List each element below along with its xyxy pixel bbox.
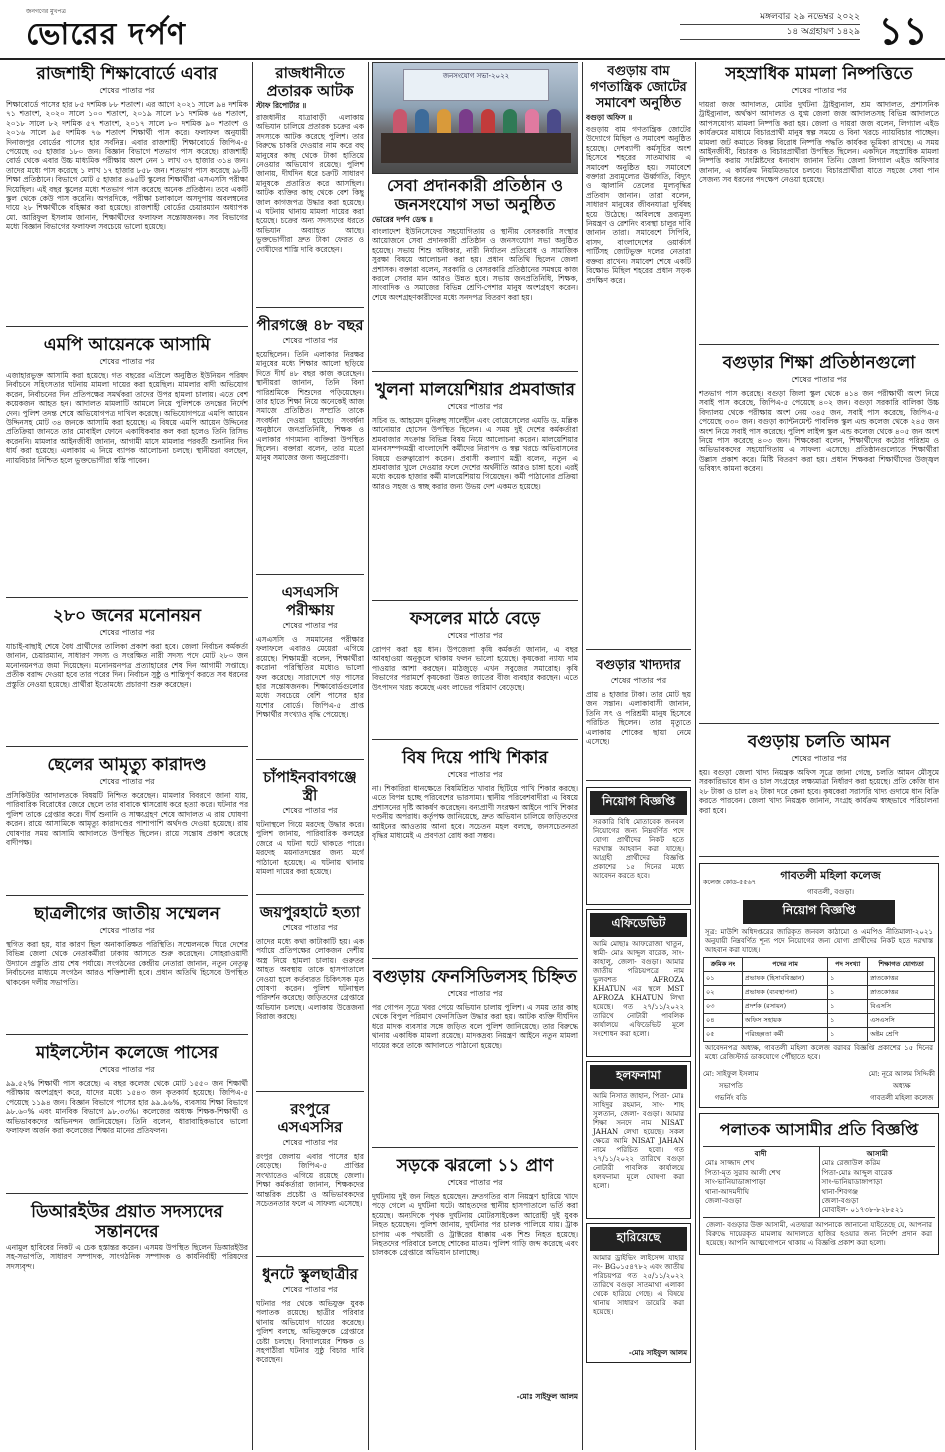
plaintiff-details: মোঃ সাজ্জাদ শেখ পিতা-মৃত সুরাব আলী শেখ সাং-ভানিয়াডাঙ্গাপাড়া থানা-আদমদীঘি জেলা-বগুড়া	[705, 1158, 781, 1206]
article-jump: শেষের পাতার পর	[282, 336, 338, 345]
article-body: এসএসসি ও সমমানের পরীক্ষার ফলাফলে এবারও মেয়েরা এগিয়ে রয়েছে। শিক্ষামন্ত্রী বলেন, শিক্ষার্থীরা করোনা পরিস্থিতির মধ্যেও ভালো ফল করেছে। সারাদেশে গড় পাসের হার সন্তোষজনক। শিক্ষাবোর্ডগুলোর মধ্যে সবচেয়ে বেশি পাসের হার যশোর বোর্ডে। জিপিএ-৫ প্রাপ্ত শিক্ষার্থীর সংখ্যাও বৃদ্ধি পেয়েছে।	[256, 635, 364, 720]
column-rule	[368, 62, 369, 1450]
notice-title: এফিডেভিট	[590, 913, 687, 937]
article-byline: স্টাফ রিপোর্টার ॥	[256, 101, 307, 110]
article-body: পর গোপন সূত্রে খবর পেয়ে অভিযান চালায় পুলিশ। এ সময় তার কাছ থেকে বিপুল পরিমাণ ফেনসিডিল উদ্ধার করা হয়। আটক ব্যক্তি দীর্ঘদিন ধরে মাদক ব্যবসার সঙ্গে জড়িত বলে পুলিশ জানিয়েছে। তার বিরুদ্ধে থানায় একাধিক মামলা রয়েছে। মাদকদ্রব্য নিয়ন্ত্রণ আইনে নতুন মামলা দায়ের করে তাকে আদালতে পাঠানো হয়েছে।	[372, 1003, 578, 1050]
article-body: রংপুর জেলায় এবার পাসের হার বেড়েছে। জিপিএ-৫ প্রাপ্তির সংখ্যাতেও এগিয়ে রয়েছে জেলা। শিক্ষা কর্মকর্তারা জানান, শিক্ষকদের আন্তরিক প্রচেষ্টা ও অভিভাবকদের সচেতনতার ফলে এ সাফল্য এসেছে।	[256, 1152, 364, 1209]
notice-parties	[703, 1146, 935, 1217]
article-headline: মাইলস্টোন কলেজে পাসের	[35, 1043, 219, 1063]
ad-footer: আবেদনপত্র অধ্যক্ষ, গাবতলী মহিলা কলেজ বরাবর বিজ্ঞপ্তি প্রকাশের ১৫ দিনের মধ্যে রেজিস্টার্ড ডাকযোগে পৌঁছাতে হবে।	[705, 1044, 933, 1061]
lost-notice	[586, 1223, 691, 1363]
declaration-notice	[586, 1061, 691, 1219]
article-body: যাচাই-বাছাই শেষে বৈধ প্রার্থীদের তালিকা প্রকাশ করা হবে। জেলা নির্বাচন কর্মকর্তা জানান, চেয়ারম্যান, সাধারণ সদস্য ও সংরক্ষিত নারী সদস্য পদে মোট ২৮০ জন মনোনয়নপত্র জমা দিয়েছেন। মনোনয়নপত্র প্রত্যাহারের শেষ দিন আগামী সপ্তাহে। প্রতীক বরাদ্দ দেওয়া হবে তার পরের দিন। নির্বাচন সুষ্ঠু ও শান্তিপূর্ণ করতে সব ধরনের প্রস্তুতি নেওয়া হয়েছে। প্রার্থীরা ইতোমধ্যে প্রচারণা শুরু করেছেন।	[6, 642, 248, 689]
article-headline: বগুড়ায় চলতি আমন	[747, 732, 891, 752]
article-headline: রংপুরে এসএসসির	[277, 1100, 343, 1136]
article-dhunat	[256, 1263, 364, 1450]
article-chapainawabganj	[256, 766, 364, 895]
article-joypurhat	[256, 901, 364, 1092]
article-headline: রাজধানীতে প্রতারক আটক	[266, 64, 354, 100]
ad-college-address: গাবতলী, বগুড়া।	[806, 888, 855, 896]
event-photo	[372, 62, 578, 174]
table-cell: বিএসসি	[868, 1000, 935, 1014]
article-headline: ২৮০ জনের মনোনয়ন	[52, 606, 202, 626]
issue-date-gregorian: মঙ্গলবার ২৯ নভেম্বর ২০২২	[680, 10, 860, 25]
article-body: এজাহারভুক্ত আসামি করা হয়েছে। গত বছরের এপ্রিলে অনুষ্ঠিত ইউনিয়ন পরিষদ নির্বাচনে সহিংসতার ঘটনায় মামলা দায়ের করা হয়েছিল। মামলার বাদী অভিযোগ করেন, নির্বাচনের দিন প্রতিপক্ষের সমর্থকরা তাদের উপর হামলা চালায়। এতে বেশ কয়েকজন আহত হন। আদালত মামলাটি আমলে নিয়ে পুলিশকে তদন্তের নির্দেশ দেন। পুলিশ তদন্ত শেষে অভিযোগপত্র দাখিল করেছে। অভিযোগপত্রে এমপি আয়েন উদ্দিনসহ মোট ৩৪ জনকে আসামি করা হয়েছে। এ বিষয়ে এমপি আয়েন উদ্দিনের প্রতিক্রিয়া জানতে তার মোবাইল ফোনে একাধিকবার কল করা হলেও তিনি রিসিভ করেননি। মামলার আইনজীবী জানান, আগামী মাসে মামলার পরবর্তী শুনানির দিন ধার্য করা হয়েছে। এলাকায় এ নিয়ে ব্যাপক আলোচনা চলছে। স্থানীয়রা বলছেন, ন্যায়বিচার নিশ্চিত হলে ভুক্তভোগীরা স্বস্তি পাবেন।	[6, 371, 248, 465]
column-3	[372, 62, 578, 1450]
table-row	[704, 1014, 935, 1028]
article-life-sentence	[6, 753, 248, 896]
article-chhatra-league	[6, 902, 248, 1035]
article-body: দুর্ঘটনায় দুই জন নিহত হয়েছেন। দ্রুতগতির বাস নিয়ন্ত্রণ হারিয়ে খাদে পড়ে গেলে এ দুর্ঘটনা ঘটে। আহতদের স্থানীয় হাসপাতালে ভর্তি করা হয়েছে। অন্যদিকে পৃথক দুর্ঘটনায় মোটরসাইকেল আরোহী দুই যুবক নিহত হয়েছেন। পুলিশ জানায়, দুর্ঘটনার পর চালক পালিয়ে যায়। ট্রাক চাপায় এক পথচারী ও ট্রাক্টরের ধাক্কায় এক শিশু নিহত হয়েছে। নিহতদের পরিবারে চলছে শোকের মাতম। পুলিশ গাড়ি জব্দ করেছে এবং চালককে গ্রেপ্তারে অভিযান চালাচ্ছে।	[372, 1192, 578, 1258]
article-jump: শেষের পাতার পর	[447, 989, 503, 998]
page-number: ১১	[878, 9, 928, 53]
article-byline: ভোরের দর্পণ ডেস্ক ॥	[372, 215, 433, 224]
article-body: সচিব ড. আহমেদ মুনিরুছ সালেহীন এবং বোয়েসেলের এমডি ড. মল্লিক আনোয়ার হোসেন উপস্থিত ছিলেন। এ সময় দুই দেশের কর্মকর্তারা শ্রমবাজার সংক্রান্ত বিভিন্ন বিষয় নিয়ে আলোচনা করেন। মালয়েশিয়ার মানবসম্পদমন্ত্রী বাংলাদেশি কর্মীদের নিরাপদ ও স্বল্প খরচে অভিবাসনের বিষয়ে গুরুত্বারোপ করেন। প্রবাসী কল্যাণ মন্ত্রী বলেন, নতুন এ শ্রমবাজার খুলে দেওয়ার ফলে দেশের অর্থনীতি আরও চাঙ্গা হবে। এরই মধ্যে কয়েক হাজার কর্মী মালয়েশিয়ায় গিয়েছেন। কর্মী পাঠানোর প্রক্রিয়া আরও সহজ ও স্বচ্ছ করার জন্য উভয় দেশ একমত হয়েছে।	[372, 416, 578, 491]
article-headline: বগুড়ার শিক্ষা প্রতিষ্ঠানগুলো	[722, 353, 916, 373]
article-body: ৯৯.৫২% শিক্ষার্থী পাস করেছে। এ বছর কলেজ থেকে মোট ১৫৫০ জন শিক্ষার্থী পরীক্ষায় অংশগ্রহণ করে, যাদের মধ্যে ১৫৪৩ জন কৃতকার্য হয়েছে। জিপিএ-৫ পেয়েছে ১১৯৪ জন। বিজ্ঞান বিভাগে পাসের হার ৯৯.৯৬%, ব্যবসায় শিক্ষা বিভাগে ৯৮.৬০% এবং মানবিক বিভাগে ৯৮.৩৩%। কলেজের অধ্যক্ষ শিক্ষক-শিক্ষার্থী ও অভিভাবকদের অভিনন্দন জানিয়েছেন। তিনি বলেন, ধারাবাহিকভাবে ভালো ফলাফল অর্জন করা কলেজের শিক্ষার মানের প্রতিফলন।	[6, 1079, 248, 1136]
photo-banner: জনসংযোগ সভা-২০২২	[403, 69, 549, 101]
article-malaysia	[372, 378, 578, 601]
table-cell: ০১	[704, 972, 743, 986]
article-jump: শেষের পাতার পর	[282, 923, 338, 932]
ad-college-name: গাবতলী মহিলা কলেজ	[780, 869, 881, 882]
recruitment-notice-small	[586, 787, 691, 905]
signature-principal: মো: নূরে আলম সিদ্দিকী অধ্যক্ষ গাবতলী মহিলা কলেজ	[868, 1070, 935, 1102]
notice-title: পলাতক আসামীর প্রতি বিজ্ঞপ্তি	[719, 1120, 919, 1139]
article-headline: ছেলের আমৃত্যু কারাদণ্ড	[47, 755, 207, 775]
table-cell: ১	[828, 1014, 868, 1028]
article-body: ঘটনাস্থলে গিয়ে মরদেহ উদ্ধার করে। পুলিশ জানায়, পারিবারিক কলহের জেরে এ ঘটনা ঘটে থাকতে পারে। মরদেহ ময়নাতদন্তের জন্য মর্গে পাঠানো হয়েছে। এ ঘটনায় থানায় মামলা দায়ের করা হয়েছে।	[256, 820, 364, 877]
article-body: তাদের মধ্যে কথা কাটাকাটি হয়। এক পর্যায়ে প্রতিপক্ষের লোকজন দেশীয় অস্ত্র নিয়ে হামলা চালায়। গুরুতর আহত অবস্থায় তাকে হাসপাতালে নেওয়া হলে কর্তব্যরত চিকিৎসক মৃত ঘোষণা করেন। পুলিশ ঘটনাস্থল পরিদর্শন করেছে। জড়িতদের গ্রেপ্তারে অভিযান চলছে। এলাকায় উত্তেজনা বিরাজ করছে।	[256, 937, 364, 1022]
article-dru	[6, 1200, 248, 1307]
article-jump: শেষের পাতার পর	[99, 1065, 155, 1074]
table-cell: ০৩	[704, 1000, 743, 1014]
article-crop-field	[372, 607, 578, 740]
article-body: হয়েছিলেন। তিনি এলাকার নিরক্ষর মানুষের মধ্যে শিক্ষার আলো ছড়িয়ে দিতে দীর্ঘ ৪৮ বছর কাজ করেছেন। স্থানীয়রা জানান, তিনি বিনা পারিশ্রমিকে শিশুদের পড়িয়েছেন। তার হাতে শিক্ষা নিয়ে অনেকেই আজ সমাজে প্রতিষ্ঠিত। সম্প্রতি তাকে সংবর্ধনা দেওয়া হয়েছে। সংবর্ধনা অনুষ্ঠানে জনপ্রতিনিধি, শিক্ষক ও এলাকার গণ্যমান্য ব্যক্তিরা উপস্থিত ছিলেন। বক্তারা বলেন, তার মতো মানুষ সমাজের জন্য অনুপ্রেরণা।	[256, 350, 364, 463]
table-row	[704, 972, 935, 986]
article-headline: সড়কে ঝরলো ১১ প্রাণ	[396, 1156, 554, 1176]
article-headline: এসএসসি পরীক্ষায়	[281, 583, 339, 619]
ad-header	[703, 867, 935, 898]
article-headline: বগুড়ায় ফেনসিডিলসহ চিহ্নিত	[373, 967, 577, 987]
lead-headline: সেবা প্রদানকারী প্রতিষ্ঠান ও জনসংযোগ সভা অনুষ্ঠিত	[387, 176, 563, 214]
article-body: প্রায় ৪ হাজার টাকা। তার মোট ছয় জন সন্তান। এলাকাবাসী জানান, তিনি সৎ ও পরিশ্রমী মানুষ হিসেবে পরিচিত ছিলেন। তার মৃত্যুতে এলাকায় শোকের ছায়া নেমে এসেছে।	[586, 690, 691, 747]
notice-body: আমি মোছাঃ আফরোজা খাতুন, স্বামী- মোঃ আব্দুল বারেক, সাং- কাহালু, জেলা- বগুড়া। আমার জাতীয় পরিচয়পত্রে নাম ভুলবশত AFROZA KHATUN এর স্থলে MST AFROZA KHATUN লিখা হয়েছে। গত ২৭/১১/২০২২ তারিখে নোটারী পাবলিক কার্যালয়ে এফিডেভিট মূলে সংশোধন করা হলো।	[593, 940, 684, 1038]
notice-body: জেলা- বগুড়ার উক্ত আসামী, এতদ্বারা আপনাকে জানানো যাইতেছে যে, আপনার বিরুদ্ধে দায়েরকৃত মামলায় আদালতে হাজির হওয়ার জন্য নির্দেশ প্রদান করা হয়েছে। আপনি আত্মগোপনে থাকায় এ বিজ্ঞপ্তি প্রকাশ করা হলো।	[703, 1217, 935, 1251]
article-left-alliance	[586, 62, 691, 650]
table-cell: প্রভাষক (হিসাববিজ্ঞান)	[742, 972, 827, 986]
article-jump: শেষের পাতার পর	[791, 375, 847, 384]
table-row	[704, 986, 935, 1000]
ad-code: কলেজ কোড-৫৫৬৭	[703, 878, 756, 886]
table-header: ক্রমিক নং	[704, 958, 743, 972]
column-rule	[695, 62, 696, 1450]
notice-body: আমি নিসাত জাহান, পিতা- মোঃ সাহিদুর রহমান, সাং- শাহ সুলতান, জেলা- বগুড়া। আমার শিক্ষা সনদে নাম NISAT JAHAN লেখা হয়েছে। সকল ক্ষেত্রে আমি NISAT JAHAN নামে পরিচিত হবো। গত ২৭/১১/২০২২ তারিখে বগুড়া নোটারী পাবলিক কার্যালয়ে হলফনামা মূলে ঘোষণা করা হলো।	[593, 1092, 684, 1190]
article-body: স্থগিত করা হয়, যার কারণ ছিল অনাকাঙ্ক্ষিত পরিস্থিতি। সম্মেলনকে ঘিরে দেশের বিভিন্ন জেলা থেকে নেতাকর্মীরা ঢাকায় আসতে শুরু করেছেন। সোহরাওয়ার্দী উদ্যানে প্রস্তুতি প্রায় শেষ পর্যায়ে। সংগঠনের কেন্দ্রীয় নেতারা জানান, নতুন নেতৃত্ব নির্বাচনের মাধ্যমে সংগঠন আরও শক্তিশালী হবে। প্রধান অতিথি হিসেবে উপস্থিত থাকবেন দলীয় সভাপতি।	[6, 940, 248, 987]
table-cell: ০২	[704, 986, 743, 1000]
article-body: না। শিকারিরা ধানক্ষেতে বিষমিশ্রিত খাবার ছিটিয়ে পাখি শিকার করছে। এতে বিপন্ন হচ্ছে পরিবেশের ভারসাম্য। স্থানীয় পরিবেশবাদীরা এ বিষয়ে প্রশাসনের দৃষ্টি আকর্ষণ করেছেন। বন্যপ্রাণী সংরক্ষণ আইনে পাখি শিকার দণ্ডনীয় অপরাধ। কর্তৃপক্ষ জানিয়েছে, দ্রুত অভিযান চালিয়ে জড়িতদের আইনের আওতায় আনা হবে। সচেতন মহল বলছে, জনসচেতনতা বৃদ্ধির মাধ্যমেই এ প্রবণতা রোধ করা সম্ভব।	[372, 784, 578, 841]
notice-body: আমার ড্রাইভিং লাইসেন্স যাহার নং- BG০১৫৪৭৮২ এবং জাতীয় পরিচয়পত্র গত ২৫/১১/২০২২ তারিখে বগুড়া সাতমাথা এলাকা থেকে হারিয়ে গেছে। এ বিষয়ে থানায় সাধারণ ডায়েরি করা হয়েছে।	[593, 1254, 684, 1316]
article-body: শতভাগ পাস করেছে। বগুড়া জিলা স্কুল থেকে ৪১৪ জন পরীক্ষার্থী অংশ নিয়ে সবাই পাস করেছে, জিপিএ-৫ পেয়েছে ৪০২ জন। বগুড়া সরকারি বালিকা উচ্চ বিদ্যালয় থেকে পরীক্ষায় অংশ নেয় ৩৪৫ জন, সবাই পাস করেছে, জিপিএ-৫ পেয়েছে ৩৩০ জন। বগুড়া ক্যান্টনমেন্ট পাবলিক স্কুল এন্ড কলেজ থেকে ২৪৫ জন অংশ নিয়ে সবাই পাস করেছে। পুলিশ লাইন্স স্কুল এন্ড কলেজ থেকে ৪০৫ জন অংশ নিয়ে পাস করেছে ৪০৩ জন। শিক্ষকেরা বলেন, শিক্ষার্থীদের কঠোর পরিশ্রম ও অভিভাবকদের সহযোগিতায় এ সাফল্য এসেছে। প্রতিষ্ঠানগুলোতে শিক্ষার্থীরা উল্লাস প্রকাশ করে। মিষ্টি বিতরণ করা হয়। প্রধান শিক্ষকরা শিক্ষার্থীদের উজ্জ্বল ভবিষ্যৎ কামনা করেন।	[699, 389, 939, 474]
article-mp-ayen	[6, 333, 248, 598]
notice-title: হারিয়েছে	[590, 1227, 687, 1251]
article-jump: শেষের পাতার পর	[791, 754, 847, 763]
article-body: রোপণ করা হয় ধান। উপজেলা কৃষি কর্মকর্তা জানান, এ বছর আবহাওয়া অনুকূলে থাকায় ফলন ভালো হয়েছে। কৃষকেরা ন্যায্য দাম পাওয়ার আশা করছেন। মাঠজুড়ে এখন সবুজের সমারোহ। কৃষি বিভাগের পরামর্শে কৃষকেরা উন্নত জাতের বীজ ব্যবহার করছেন। এতে উৎপাদন খরচ কমেছে এবং লাভের পরিমাণ বেড়েছে।	[372, 645, 578, 692]
column-rule	[582, 62, 583, 1450]
table-cell: স্নাতকোত্তর	[868, 972, 935, 986]
table-cell: ১	[828, 1000, 868, 1014]
article-body: এনামুল হাবিবের নিকট এ চেক হস্তান্তর করেন। এসময় উপস্থিত ছিলেন ডিআরইউর সহ-সভাপতি, সাধারণ সম্পাদক, সাংগঠনিক সম্পাদক ও কার্যনির্বাহী পরিষদের সদস্যবৃন্দ।	[6, 1243, 248, 1271]
article-jump: শেষের পাতার পর	[447, 770, 503, 779]
defendant-details: মোঃ রেজাউল করিম পিতা-মোঃ আব্দুল বারেক সাং-ভানিয়াডাঙ্গাপাড়া থানা-শিবগঞ্জ জেলা-বগুড়া মোবাইল- ০১৭৩৮-৮২৮৫২১	[821, 1158, 905, 1215]
article-bird-poison	[372, 746, 578, 959]
article-headline: ডিআরইউর প্রয়াত সদস্যদের সন্তানদের	[31, 1202, 223, 1242]
table-header: শিক্ষাগত যোগ্যতা	[868, 958, 935, 972]
article-body: বগুড়ায় বাম গণতান্ত্রিক জোটের উদ্যোগে মিছিল ও সমাবেশ অনুষ্ঠিত হয়েছে। দেশব্যাপী কর্মসূচির অংশ হিসেবে শহরের সাতমাথায় এ সমাবেশ অনুষ্ঠিত হয়। সমাবেশে বক্তারা দ্রব্যমূল্যের ঊর্ধ্বগতি, বিদ্যুৎ ও জ্বালানি তেলের মূল্যবৃদ্ধির প্রতিবাদ জানান। তারা বলেন, সাধারণ মানুষের জীবনযাত্রা দুর্বিষহ হয়ে উঠেছে। অবিলম্বে দ্রব্যমূল্য নিয়ন্ত্রণ ও রেশনিং ব্যবস্থা চালুর দাবি জানান তারা। সমাবেশে সিপিবি, বাসদ, বাংলাদেশের ওয়ার্কার্স পার্টিসহ জোটভুক্ত দলের নেতারা বক্তব্য রাখেন। সমাবেশ শেষে একটি বিক্ষোভ মিছিল শহরের প্রধান সড়ক প্রদক্ষিণ করে।	[586, 125, 691, 285]
table-cell: অফিস সহায়ক	[742, 1014, 827, 1028]
article-bogura-food	[586, 656, 691, 781]
article-headline: এমপি আয়েনকে আসামি	[43, 335, 211, 355]
article-road-accident	[372, 1154, 578, 1408]
table-cell: প্রদর্শক (রসায়ন)	[742, 1000, 827, 1014]
notice-title: হলফনামা	[590, 1065, 687, 1089]
column-5	[699, 62, 939, 1450]
table-cell: পরিচ্ছন্নতা কর্মী	[742, 1028, 827, 1042]
article-milestone-college	[6, 1041, 248, 1194]
notice-body: সরকারি বিধি মোতাবেক জনবল নিয়োগের জন্য নিম্নবর্ণিত পদে যোগ্য প্রার্থীদের নিকট হতে দরখাস্ত আহবান করা যাচ্ছে। আগ্রহী প্রার্থীদের বিজ্ঞপ্তি প্রকাশের ১৫ দিনের মধ্যে আবেদন করতে হবে।	[593, 818, 684, 880]
article-jump: শেষের পাতার পর	[99, 777, 155, 786]
article-headline: পীরগঞ্জে ৪৮ বছর	[256, 316, 364, 334]
article-body: শিক্ষাবোর্ডে পাসের হার ৮৫ দশমিক ৮৮ শতাংশ। এর আগে ২০২১ সালে ৯৪ দশমিক ৭১ শতাংশ, ২০২০ সালে ১০০ শতাংশ, ২০১৯ সালে ৮১ দশমিক ৬৪ শতাংশ, ২০১৮ সালে ৮২ দশমিক ৫৭ শতাংশ, ২০১৭ সালে ৮০ দশমিক ৯০ শতাংশ ও ২০১৬ সালে ৯৫ দশমিক ৭৬ শতাংশ শিক্ষার্থী পাস করে। ফলাফল অনুযায়ী দিনাজপুর বোর্ডের পাসের হার সর্বনিম্ন। এবার রাজশাহী শিক্ষাবোর্ডে জিপিএ-৫ পেয়েছে ৩৫ হাজার ১৮০ জন। বিজ্ঞান বিভাগে শতভাগ পাস করেছে। রাজশাহী বোর্ড থেকে এবার উচ্চ মাধ্যমিক পরীক্ষায় অংশ নেন ১ লাখ ৩৭ হাজার ৩১৪ জন। তাদের মধ্যে পাস করেছে ১ লাখ ১৭ হাজার ৮৫৮ জন। শতভাগ পাস করেছে ৯৮টি শিক্ষা প্রতিষ্ঠানে। বিভাগে মোট ৫ হাজার ৪৬৫টি স্কুলের শিক্ষার্থীরা এসএসসি পরীক্ষা দিয়েছিল। এই বছর স্কুলের মধ্যে শতভাগ পাস করেছে অনেক প্রতিষ্ঠান। তবে একটি স্কুল থেকে কেউ পাস করেনি। অপরদিকে, পরীক্ষা চলাকালে অসদুপায় অবলম্বনের দায়ে ২৮ শিক্ষার্থীকে বহিষ্কার করা হয়েছে। রাজশাহী বোর্ডের চেয়ারম্যান অধ্যাপক মো. আরিফুল ইসলাম জানান, শিক্ষার্থীদের ফলাফল সন্তোষজনক। সব বিভাগের মধ্যে বিজ্ঞান বিভাগের ফলাফল সবচেয়ে ভালো হয়েছে।	[6, 100, 248, 232]
article-fraud-arrest	[256, 62, 364, 308]
college-recruitment-ad	[699, 863, 939, 1108]
ad-title: নিয়োগ বিজ্ঞপ্তি	[743, 900, 895, 924]
article-body: ঘটনার পর থেকে অভিযুক্ত যুবক পলাতক রয়েছে। ছাত্রীর পরিবার থানায় অভিযোগ দায়ের করেছে। পুলিশ বলছে, অভিযুক্তকে গ্রেপ্তারে চেষ্টা চলছে। বিদ্যালয়ের শিক্ষক ও সহপাঠীরা ঘটনার সুষ্ঠু বিচার দাবি করেছেন।	[256, 1299, 364, 1365]
article-jump: শেষের পাতার পর	[99, 628, 155, 637]
article-body: রাজধানীর যাত্রাবাড়ী এলাকায় অভিযান চালিয়ে প্রতারক চক্রের এক সদস্যকে আটক করেছে পুলিশ। তার বিরুদ্ধে চাকরি দেওয়ার নাম করে বহু মানুষের কাছ থেকে টাকা হাতিয়ে নেওয়ার অভিযোগ রয়েছে। পুলিশ জানায়, দীর্ঘদিন ধরে চক্রটি সাধারণ মানুষকে প্রতারিত করে আসছিল। আটক ব্যক্তির কাছ থেকে বেশ কিছু জাল কাগজপত্র উদ্ধার করা হয়েছে। এ ঘটনায় থানায় মামলা দায়ের করা হয়েছে। চক্রের অন্য সদস্যদের ধরতে অভিযান অব্যাহত আছে। ভুক্তভোগীরা দ্রুত টাকা ফেরত ও দোষীদের শাস্তি দাবি করেছেন।	[256, 113, 364, 254]
article-rangpur-ssc	[256, 1098, 364, 1257]
article-jump: শেষের পাতার পর	[99, 357, 155, 366]
article-pirganj	[256, 314, 364, 575]
article-bogura-education	[699, 351, 939, 724]
masthead	[0, 0, 945, 60]
article-case-settlement	[699, 62, 939, 345]
article-jump: শেষের পাতার পর	[610, 676, 667, 685]
table-cell: ০৪	[704, 1014, 743, 1028]
table-cell: ০৫	[704, 1028, 743, 1042]
article-headline: চাঁপাইনবাবগঞ্জে স্ত্রী	[263, 768, 357, 804]
table-cell: ১	[828, 986, 868, 1000]
article-jump: শেষের পাতার পর	[447, 402, 503, 411]
column-2	[256, 62, 364, 1450]
article-ssc	[256, 581, 364, 760]
article-body: বাংলাদেশ ইউনিসেফের সহযোগিতায় ও স্থানীয় বেসরকারি সংস্থার আয়োজনে সেবা প্রদানকারী প্রতিষ্ঠান ও জনসংযোগ সভা অনুষ্ঠিত হয়েছে। সভায় শিশু অধিকার, নারী নির্যাতন প্রতিরোধ ও সামাজিক সুরক্ষা বিষয়ে আলোচনা করা হয়। প্রধান অতিথি ছিলেন জেলা প্রশাসক। বক্তারা বলেন, সরকারি ও বেসরকারি প্রতিষ্ঠানের সমন্বয়ে কাজ করলে সেবার মান আরও উন্নত হবে। সভায় জনপ্রতিনিধি, শিক্ষক, সাংবাদিক ও সমাজের বিভিন্ন শ্রেণি-পেশার মানুষ অংশগ্রহণ করেন। শেষে অংশগ্রহণকারীদের মধ্যে সনদপত্র বিতরণ করা হয়।	[372, 227, 578, 302]
article-headline: বগুড়ার খাদ্যদার	[596, 658, 681, 673]
table-cell: ১	[828, 972, 868, 986]
ad-intro: সূত্র: মাউশি অধিদপ্তরের জারিকৃত জনবল কাঠামো ও এমপিও নীতিমালা-২০২১ অনুযায়ী নিম্নবর্ণিত শূন্য পদে নিয়োগের জন্য যোগ্য প্রার্থীদের নিকট হতে দরখাস্ত আহবান করা যাচ্ছে।	[705, 928, 933, 954]
table-cell: স্নাতকোত্তর	[868, 986, 935, 1000]
article-aman-paddy	[699, 730, 939, 857]
table-cell: অষ্টম শ্রেণি	[868, 1028, 935, 1042]
article-jump: শেষের পাতার পর	[99, 926, 155, 935]
column-1	[6, 62, 248, 1450]
article-headline: ফসলের মাঠে বেড়ে	[410, 609, 540, 629]
affidavit-notice	[586, 909, 691, 1057]
article-jump: শেষের পাতার পর	[282, 806, 338, 815]
article-nominations	[6, 604, 248, 747]
article-headline: ছাত্রলীগের জাতীয় সম্মেলন	[34, 904, 220, 924]
column-4	[586, 62, 691, 1450]
article-headline: রাজশাহী শিক্ষাবোর্ডে এবার	[36, 64, 218, 84]
article-body: হয়। বগুড়া জেলা খাদ্য নিয়ন্ত্রক অফিস সূত্রে জানা গেছে, চলতি আমন মৌসুমে সরকারিভাবে ধান ও চাল সংগ্রহের লক্ষ্যমাত্রা নির্ধারণ করা হয়েছে। প্রতি কেজি ধান ২৮ টাকা ও চাল ৪২ টাকা দরে কেনা হবে। কৃষকেরা সরাসরি খাদ্য গুদামে ধান বিক্রি করতে পারবেন। জেলা খাদ্য নিয়ন্ত্রক জানান, সংগ্রহ কার্যক্রম স্বচ্ছভাবে পরিচালনা করা হবে।	[699, 768, 939, 815]
signature-chairman: মো: সাইফুল ইসলাম সভাপতি গভর্নিং বডি	[703, 1070, 759, 1102]
column-rule	[252, 62, 253, 1450]
article-body: প্রসিকিউটর আদালতকে বিষয়টি নিশ্চিত করেছেন। মামলার বিবরণে জানা যায়, পারিবারিক বিরোধের জেরে ছেলে তার বাবাকে শ্বাসরোধ করে হত্যা করে। ঘটনার পর পুলিশ তাকে গ্রেপ্তার করে। দীর্ঘ শুনানি ও সাক্ষ্যগ্রহণ শেষে আদালত এ রায় ঘোষণা করেন। রায়ে আসামিকে আমৃত্যু কারাদণ্ডের পাশাপাশি অর্থদণ্ড দেওয়া হয়েছে। রায় ঘোষণার সময় আসামি আদালতে উপস্থিত ছিলেন। রায়ে সন্তোষ প্রকাশ করেছে বাদীপক্ষ।	[6, 791, 248, 848]
table-cell: এসএসসি	[868, 1014, 935, 1028]
article-headline: বগুড়ায় বাম গণতান্ত্রিক জোটের সমাবেশ অনুষ্ঠিত	[590, 64, 687, 111]
table-header: পদের নাম	[742, 958, 827, 972]
article-rajshahi-board	[6, 62, 248, 327]
table-cell: ১	[828, 1028, 868, 1042]
table-cell: প্রভাষক (ব্যবস্থাপনা)	[742, 986, 827, 1000]
article-headline: সহস্রাধিক মামলা নিষ্পত্তিতে	[725, 64, 913, 84]
article-jump: শেষের পাতার পর	[447, 631, 503, 640]
article-headline: ধুনটে স্কুলছাত্রীর	[262, 1265, 358, 1283]
photo-table	[381, 133, 571, 163]
article-lead	[372, 174, 578, 372]
issue-date-bengali: ১৪ অগ্রহায়ণ ১৪২৯	[680, 25, 860, 40]
defendant-label: আসামী	[866, 1149, 888, 1158]
article-jump: শেষের পাতার পর	[282, 1138, 338, 1147]
notice-title: নিয়োগ বিজ্ঞপ্তি	[590, 791, 687, 815]
article-body: দায়রা জজ আদালত, মোটর দুর্ঘটনা ট্রাইব্যুনাল, শ্রম আদালত, প্রশাসনিক ট্রাইব্যুনাল, অর্থঋণ আদালত ও যুগ্ম জেলা জজ আদালতসহ বিভিন্ন আদালতে আপসযোগ্য মামলা নিষ্পত্তি করা হয়। জেলা ও দায়রা জজ বলেন, লিগ্যাল এইড কার্যক্রমের মাধ্যমে বিচারপ্রার্থী মানুষ স্বল্প সময়ে ও বিনা খরচে ন্যায়বিচার পাচ্ছেন। মামলা জট কমাতে বিকল্প বিরোধ নিষ্পত্তি পদ্ধতি কার্যকর ভূমিকা রাখছে। এ সময় আইনজীবী, বিচারক ও বিচারপ্রার্থীরা উপস্থিত ছিলেন। একদিনে সহস্রাধিক মামলা নিষ্পত্তি করায় সংশ্লিষ্টদের ধন্যবাদ জানান তিনি। জেলা লিগ্যাল এইড অফিসার জানান, এ কার্যক্রম নিয়মিতভাবে চলবে। বিচারপ্রার্থীরা যাতে সহজে সেবা পান সেজন্য সব ধরনের পদক্ষেপ নেওয়া হয়েছে।	[699, 100, 939, 185]
article-headline: খুলনা মালয়েশিয়ার প্রমবাজার	[375, 380, 575, 400]
article-jump: শেষের পাতার পর	[282, 621, 338, 630]
article-phensidyl	[372, 965, 578, 1148]
plaintiff-label: বাদী	[754, 1149, 767, 1158]
article-headline: জয়পুরহাটে হত্যা	[259, 903, 361, 921]
article-headline: বিষ দিয়ে পাখি শিকার	[402, 748, 548, 768]
article-byline: বগুড়া অফিস ॥	[586, 113, 633, 122]
issue-date	[680, 10, 860, 40]
fugitive-notice	[699, 1113, 939, 1255]
table-header: পদ সংখ্যা	[828, 958, 868, 972]
article-jump: শেষের পাতার পর	[447, 1178, 503, 1187]
article-jump: শেষের পাতার পর	[99, 86, 155, 95]
article-jump: শেষের পাতার পর	[282, 1285, 338, 1294]
masthead-tagline: জনগণের মুখপত্র	[26, 8, 66, 15]
recruitment-table	[703, 957, 935, 1042]
table-row	[704, 1000, 935, 1014]
article-credit: -মোঃ সাইফুল আলম	[516, 1392, 578, 1401]
notice-credit: -মোঃ সাইফুল আলম	[628, 1349, 687, 1357]
newspaper-logo: ভোরের দর্পণ	[26, 17, 186, 52]
table-row	[704, 1028, 935, 1042]
article-jump: শেষের পাতার পর	[791, 86, 847, 95]
